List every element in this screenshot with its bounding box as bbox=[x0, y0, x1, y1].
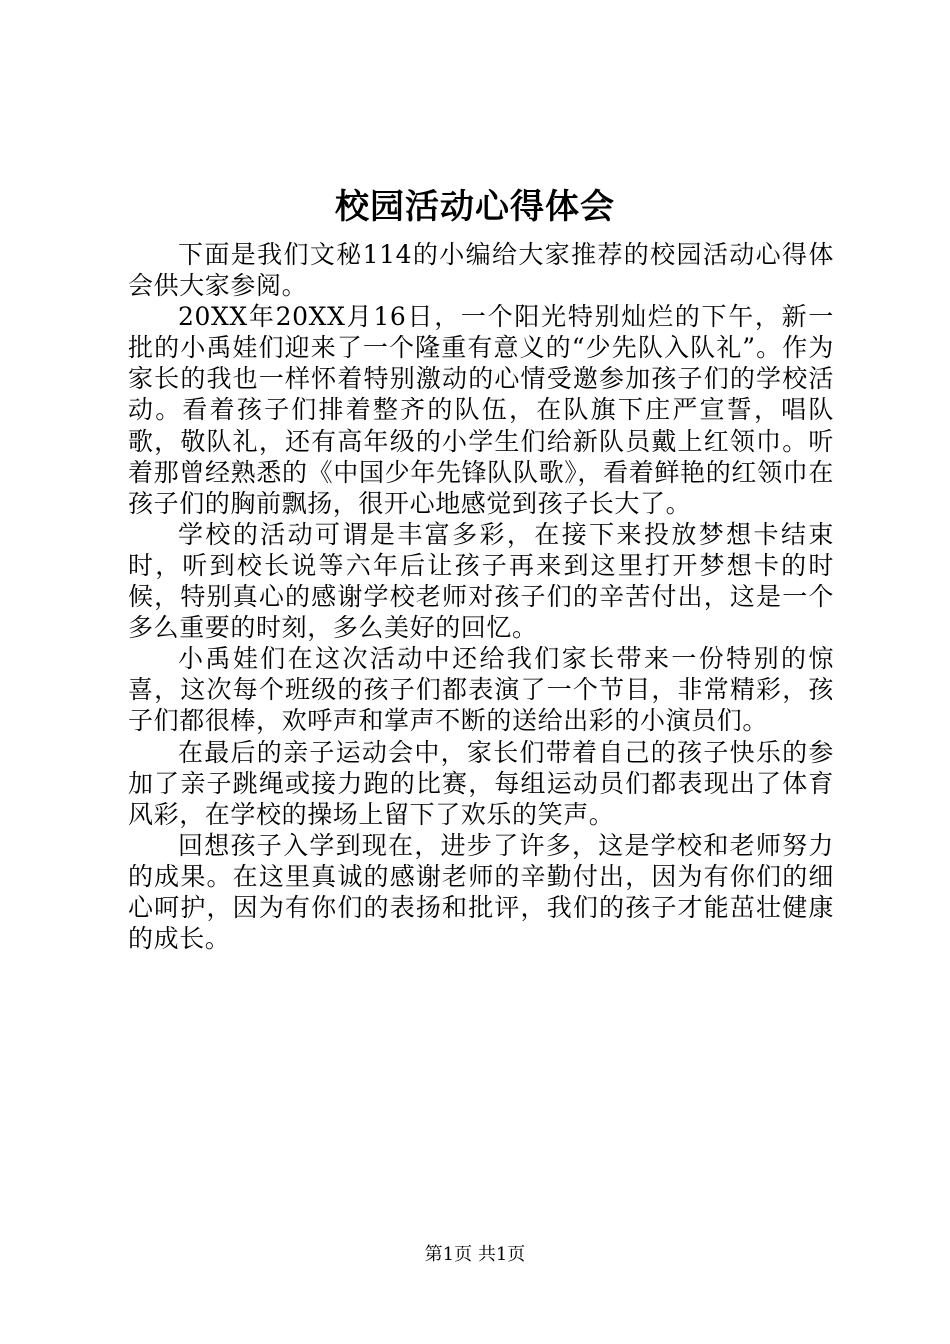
page-number-footer: 第1页 共1页 bbox=[424, 1244, 526, 1265]
paragraph-intro: 下面是我们文秘114的小编给大家推荐的校园活动心得体会供大家参阅。 bbox=[128, 240, 834, 301]
paragraph-sports-meet: 在最后的亲子运动会中，家长们带着自己的孩子快乐的参加了亲子跳绳或接力跑的比赛，每组运动员们都表现出了体育风彩，在学校的操场上留下了欢乐的笑声。 bbox=[128, 737, 834, 829]
paragraph-conclusion: 回想孩子入学到现在，进步了许多，这是学校和老师努力的成果。在这里真诚的感谢老师的辛勤付出，因为有你们的细心呵护，因为有你们的表扬和批评，我们的孩子才能茁壮健康的成长。 bbox=[128, 830, 834, 954]
document-body bbox=[128, 239, 834, 954]
paragraph-performance: 小禹娃们在这次活动中还给我们家长带来一份特别的惊喜，这次每个班级的孩子们都表演了一个节目，非常精彩，孩子们都很棒，欢呼声和掌声不断的送给出彩的小演员们。 bbox=[128, 644, 834, 736]
paragraph-ceremony: 20XX年20XX月16日，一个阳光特别灿烂的下午，新一批的小禹娃们迎来了一个隆重有意义的“少先队入队礼”。作为家长的我也一样怀着特别激动的心情受邀参加孩子们的学校活动。看着孩子们排着整齐的队伍，在队旗下庄严宣誓，唱队歌，敬队礼，还有高年级的小学生们给新队员戴上红领巾。听着那曾经熟悉的《中国少年先锋队队歌》，看着鲜艳的红领巾在孩子们的胸前飘扬，很开心地感觉到孩子长大了。 bbox=[128, 302, 834, 518]
paragraph-dream-card: 学校的活动可谓是丰富多彩，在接下来投放梦想卡结束时，听到校长说等六年后让孩子再来到这里打开梦想卡的时候，特别真心的感谢学校老师对孩子们的辛苦付出，这是一个多么重要的时刻，多么美好的回忆。 bbox=[128, 519, 834, 643]
document-title: 校园活动心得体会 bbox=[335, 187, 615, 227]
